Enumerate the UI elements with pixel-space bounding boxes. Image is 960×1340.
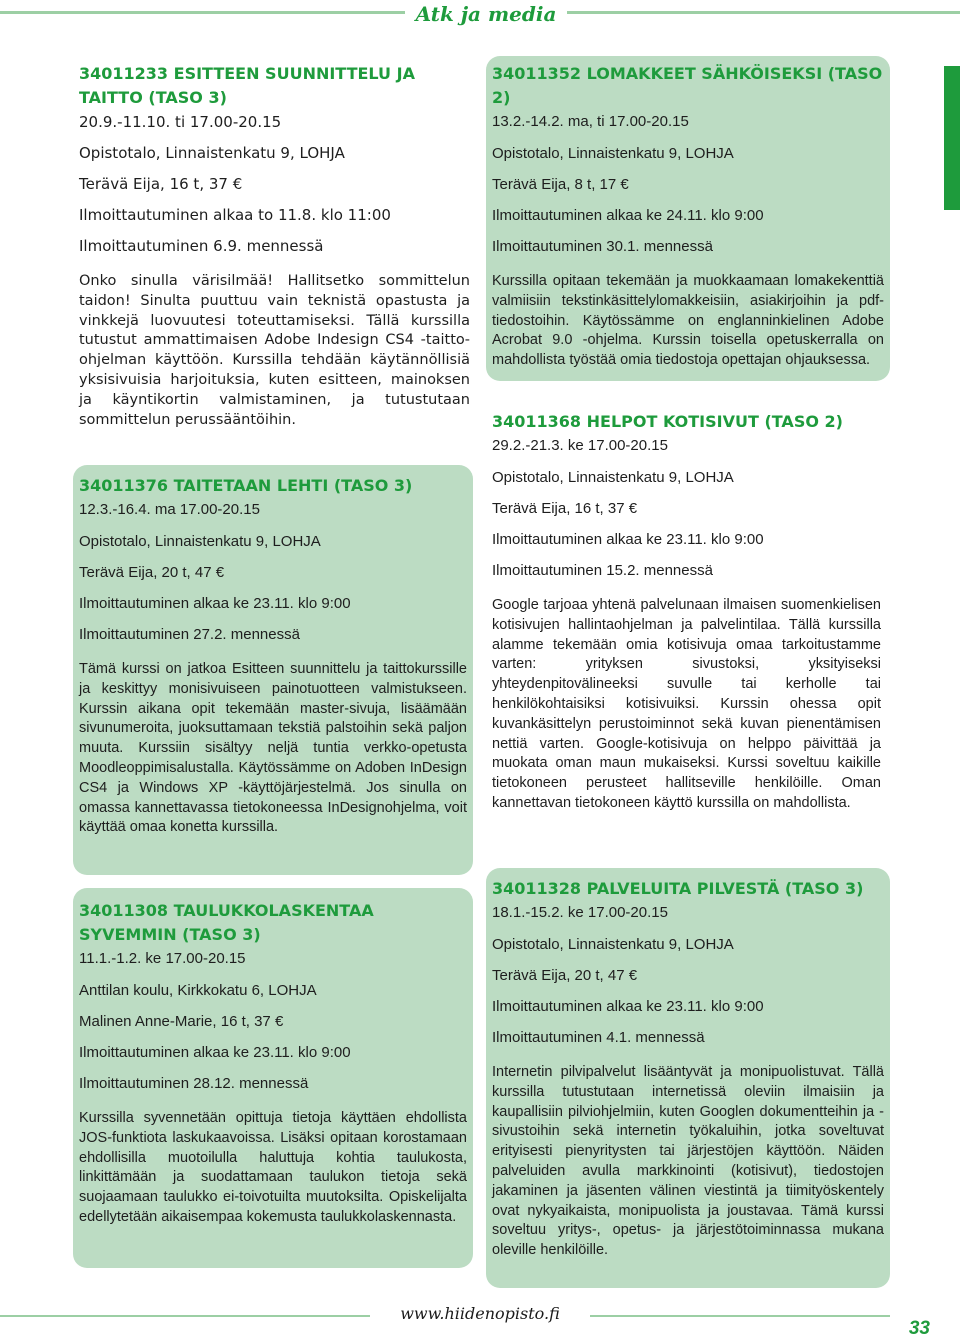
course-registration-start: Ilmoittautuminen alkaa ke 23.11. klo 9:00 bbox=[79, 595, 351, 612]
page-number: 33 bbox=[908, 1318, 930, 1339]
course-description: Internetin pilvipalvelut lisääntyvät ja monipuolistuvat. Tällä kurssilla tutustutaan internetissä oleviin ilmaisiin ja kaupallisiin pilviohjelmiin, kuten Googlen dokumentteihin ja -sivustoihin sekä internetin työkaluihin, jotka soveltuvat erityisesti pienyritysten tai järjestöjen käyttöön. Näiden palveluiden avulla markkinointi (kotisivut), tiedostojen jakaminen ja jäsenten välinen viestintä ja tiimityöskentely ovat nykyaikaista, monipuolista ja joustavaa. Tämä kurssi soveltuu yritys-, opetus- ja järjestötoiminnassa mukana oleville henkilöille. bbox=[492, 1064, 884, 1259]
course-esitteen-suunnittelu bbox=[79, 62, 470, 430]
course-title: 34011352 LOMAKKEET SÄHKÖISEKSI (TASO 2) bbox=[492, 64, 883, 107]
course-lomakkeet-sahkoiseksi bbox=[486, 56, 890, 381]
course-registration-start: Ilmoittautuminen alkaa ke 23.11. klo 9:00 bbox=[79, 1044, 351, 1061]
course-title: 34011233 ESITTEEN SUUNNITTELU JA TAITTO (TASO 3) bbox=[79, 64, 415, 107]
course-registration-deadline: Ilmoittautuminen 30.1. mennessä bbox=[492, 238, 713, 255]
course-registration-deadline: Ilmoittautuminen 27.2. mennessä bbox=[79, 626, 300, 643]
course-location: Opistotalo, Linnaistenkatu 9, LOHJA bbox=[492, 145, 734, 162]
course-teacher-fee: Terävä Eija, 20 t, 47 € bbox=[492, 967, 638, 984]
course-schedule: 11.1.-1.2. ke 17.00-20.15 bbox=[79, 950, 246, 967]
footer-rule-left bbox=[0, 1315, 370, 1317]
course-description: Onko sinulla värisilmää! Hallitsetko sommittelun taidon! Sinulta puuttuu vain teknistä opastusta ja vinkkejä luovuutesi toteuttamiseksi. Tällä kurssilla tutustut ammattimaisen Adobe Indesign CS4 -taittoohjelman käyttöön. Kurssilla tehdään käytännöllisiä yksisivuisia harjoituksia, kuten esitteen, mainoksen ja käyntikortin valmistaminen, ja tutustutaan sommittelun perussääntöihin. bbox=[79, 273, 470, 428]
header-rule-right bbox=[567, 11, 960, 14]
course-registration-start: Ilmoittautuminen alkaa ke 23.11. klo 9:00 bbox=[492, 998, 764, 1015]
section-title: Atk ja media bbox=[405, 0, 567, 28]
course-registration-deadline: Ilmoittautuminen 6.9. mennessä bbox=[79, 237, 324, 255]
course-registration-start: Ilmoittautuminen alkaa ke 23.11. klo 9:00 bbox=[492, 531, 764, 548]
course-registration-deadline: Ilmoittautuminen 4.1. mennessä bbox=[492, 1029, 705, 1046]
course-helpot-kotisivut bbox=[492, 410, 881, 814]
course-title: 34011328 PALVELUITA PILVESTÄ (TASO 3) bbox=[492, 879, 864, 898]
course-description: Kurssilla opitaan tekemään ja muokkaamaan lomakekenttiä valmiisiin tekstinkäsittelylomakkeisiin, asiakirjoihin ja pdf-tiedostoihin. Käytössämme on englanninkielinen Adobe Acrobat 9.0 -ohjelma. Kurssin toisella opetuskerralla on mahdollista työstää omia tiedostoja opettajan ohjauksessa. bbox=[492, 273, 884, 369]
course-registration-deadline: Ilmoittautuminen 15.2. mennessä bbox=[492, 562, 713, 579]
course-schedule: 18.1.-15.2. ke 17.00-20.15 bbox=[492, 904, 668, 921]
course-title: 34011308 TAULUKKOLASKENTAA SYVEMMIN (TASO 3) bbox=[79, 901, 374, 944]
course-title: 34011368 HELPOT KOTISIVUT (TASO 2) bbox=[492, 412, 843, 431]
course-location: Opistotalo, Linnaistenkatu 9, LOHJA bbox=[492, 936, 734, 953]
course-registration-start: Ilmoittautuminen alkaa ke 24.11. klo 9:00 bbox=[492, 207, 764, 224]
course-teacher-fee: Terävä Eija, 16 t, 37 € bbox=[79, 175, 243, 193]
course-description: Kurssilla syvennetään opittuja tietoja käyttäen ehdollista JOS-funktiota laskukaavoissa. Lisäksi opitaan korostamaan ehdollisilla muotoilulla haluttuja kohtia taulukosta, linkittämään ja suodattamaan taulukon tietoja sekä suojaamaan taulukko ei-toivotuilta muutoksilta. Opiskelijalta edellytetään aikaisempaa kokemusta taulukkolaskennasta. bbox=[79, 1110, 467, 1225]
course-teacher-fee: Malinen Anne-Marie, 16 t, 37 € bbox=[79, 1013, 284, 1030]
course-schedule: 12.3.-16.4. ma 17.00-20.15 bbox=[79, 501, 260, 518]
course-taulukkolaskentaa-syvemmin bbox=[73, 888, 473, 1268]
course-schedule: 13.2.-14.2. ma, ti 17.00-20.15 bbox=[492, 113, 689, 130]
course-registration-start: Ilmoittautuminen alkaa to 11.8. klo 11:00 bbox=[79, 206, 391, 224]
course-teacher-fee: Terävä Eija, 8 t, 17 € bbox=[492, 176, 629, 193]
course-info-list bbox=[79, 110, 470, 262]
course-teacher-fee: Terävä Eija, 20 t, 47 € bbox=[79, 564, 225, 581]
course-info-list bbox=[79, 498, 467, 650]
footer-rule-right bbox=[590, 1315, 890, 1317]
course-title: 34011376 TAITETAAN LEHTI (TASO 3) bbox=[79, 476, 413, 495]
course-palveluita-pilvesta bbox=[486, 868, 890, 1288]
course-location: Opistotalo, Linnaistenkatu 9, LOHJA bbox=[79, 144, 345, 162]
course-registration-deadline: Ilmoittautuminen 28.12. mennessä bbox=[79, 1075, 309, 1092]
course-location: Opistotalo, Linnaistenkatu 9, LOHJA bbox=[492, 469, 734, 486]
header-rule-left bbox=[0, 11, 405, 14]
course-taitetaan-lehti bbox=[73, 465, 473, 875]
course-info-list bbox=[492, 901, 884, 1053]
course-location: Anttilan koulu, Kirkkokatu 6, LOHJA bbox=[79, 982, 317, 999]
course-schedule: 29.2.-21.3. ke 17.00-20.15 bbox=[492, 437, 668, 454]
course-info-list bbox=[492, 110, 884, 262]
side-tab-marker bbox=[944, 66, 960, 210]
course-description: Google tarjoaa yhtenä palvelunaan ilmaisen suomenkielisen kotisivujen hallintaohjelman ja palvelintilaa. Tällä kurssilla alamme tekemään omia kotisivuja omaa tarkoitustamme varten: yrityksen sivustoksi, yksityiseksi yhteydenpitovälineeksi suvulle tai kerholle tai henkilökohtaisiksi kotisivuiksi. Kurssin ohessa opit kuvankäsittelyn perustoiminnot sekä kuvan pienentämisen nettiä varten. Google-kotisivuja on helppo päivittää ja muokata oman maun mukaiseksi. Kurssi soveltuu kaikille tietokoneen perusteet hallitseville henkilöille. Oman kannettavan tietokoneen käyttö kurssilla on mahdollista. bbox=[492, 597, 881, 811]
course-info-list bbox=[79, 947, 467, 1099]
course-teacher-fee: Terävä Eija, 16 t, 37 € bbox=[492, 500, 638, 517]
website-link[interactable]: www.hiidenopisto.fi bbox=[400, 1304, 560, 1323]
course-info-list bbox=[492, 434, 881, 586]
course-schedule: 20.9.-11.10. ti 17.00-20.15 bbox=[79, 113, 282, 131]
course-description: Tämä kurssi on jatkoa Esitteen suunnittelu ja taittokurssille ja keskittyy monisivuiseen painotuotteen valmistukseen. Kurssin aikana opit tekemään master-sivuja, lisäämään sivunumeroita, juoksuttamaan tekstiä palstoihin sekä paljon muuta. Kurssiin sisältyy neljä tuntia verkko-opetusta Moodleoppimisalustalla. Käytössämme on Adoben InDesign CS4 ja Windows XP -käyttöjärjestelmä. Jos sinulla on omassa kannettavassa tietokoneessa InDesignohjelma, voit käyttää omaa konetta kurssilla. bbox=[79, 661, 467, 836]
course-location: Opistotalo, Linnaistenkatu 9, LOHJA bbox=[79, 533, 321, 550]
